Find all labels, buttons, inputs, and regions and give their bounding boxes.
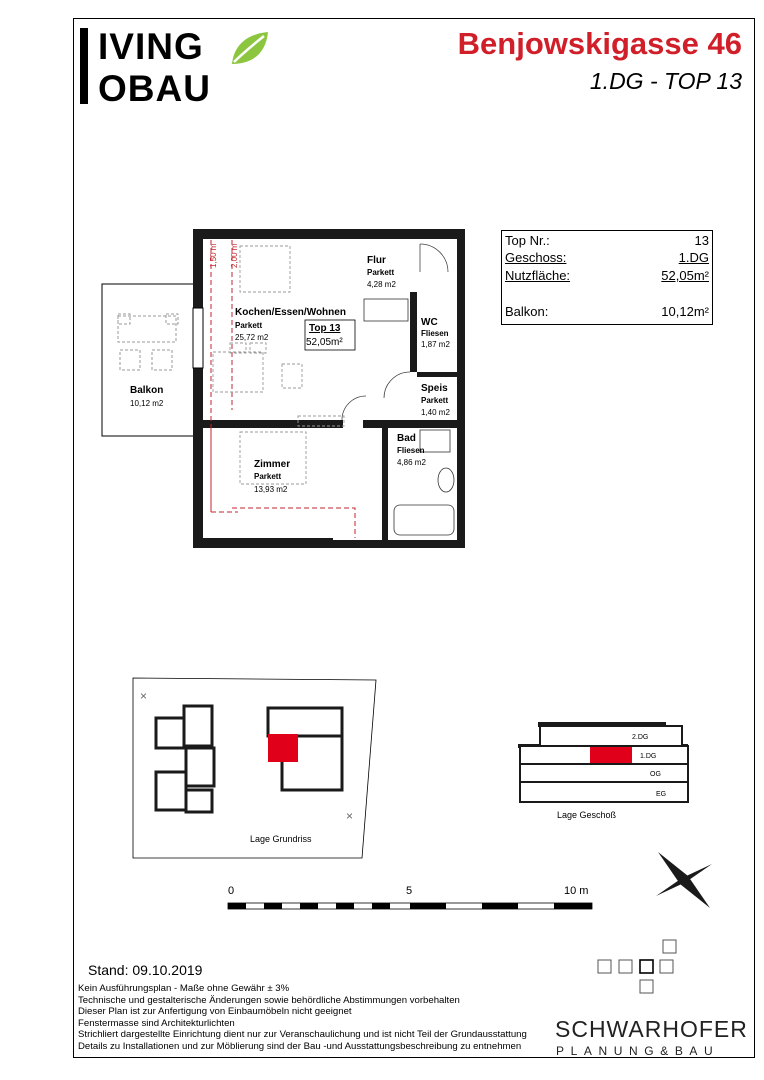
wc-area: 1,87 m2 <box>421 340 450 349</box>
section-diagram <box>518 722 688 820</box>
floor-1dg: 1.DG <box>640 753 657 760</box>
room-labels <box>130 255 448 470</box>
note-line: Technische und gestalterische Änderungen sowie behördliche Abstimmungen vorbehalten <box>78 994 460 1006</box>
top-label-area: 52,05m² <box>306 337 343 348</box>
wc-name: WC <box>421 317 438 328</box>
kochen-area: 25,72 m2 <box>235 333 269 342</box>
brand-tagline: PLANUNG&BAU <box>556 1044 720 1058</box>
kochen-floor: Parkett <box>235 321 263 330</box>
stand-date: Stand: 09.10.2019 <box>88 962 203 978</box>
floor-2dg: 2.DG <box>632 734 649 741</box>
bad-floor: Fliesen <box>397 446 425 455</box>
flur-floor: Parkett <box>367 268 395 277</box>
note-line: Strichliert dargestellte Einrichtung dient nur zur Veranschaulichung und ist nicht Teil der Grundausstattung <box>78 1029 527 1040</box>
info-label: Nutzfläche: <box>505 268 571 283</box>
zimmer-area: 13,93 m2 <box>254 485 288 494</box>
info-value: 10,12m² <box>661 304 709 319</box>
logo-line1: IVING <box>98 26 204 67</box>
note-line: Fenstermasse sind Architekturlichten <box>78 1017 235 1029</box>
scale-label-10: 10 m <box>564 885 589 897</box>
zimmer-floor: Parkett <box>254 472 282 481</box>
brand-name: SCHWARHOFER <box>555 1016 748 1042</box>
info-value: 1.DG <box>678 250 709 265</box>
scale-bar <box>228 885 592 909</box>
dim-label-2: 2,00 m <box>230 243 239 268</box>
balcony-furniture <box>118 314 178 370</box>
speis-name: Speis <box>421 383 448 394</box>
unit-highlight-section <box>590 747 632 763</box>
kitchen-counter <box>364 299 408 321</box>
note-line: Kein Ausführungsplan - Maße ohne Gewähr ± 3% <box>78 983 290 994</box>
dim-label-1: 1,50 m <box>209 243 218 268</box>
flur-area: 4,28 m2 <box>367 280 396 289</box>
unit-subtitle: 1.DG - TOP 13 <box>589 68 742 94</box>
flur-name: Flur <box>367 255 386 266</box>
note-line: Details zu Installationen und zur Möblierung sind der Bau -und Ausstattungsbeschreibung zu entnehmen <box>78 1040 522 1052</box>
svg-text:×: × <box>346 809 354 823</box>
schwarhofer-logo-squares <box>598 940 676 993</box>
site-plan <box>133 678 376 858</box>
info-value: 52,05m² <box>661 268 709 283</box>
bad-name: Bad <box>397 433 416 444</box>
unit-highlight-site <box>268 734 298 762</box>
disclaimer-notes <box>78 983 527 1052</box>
speis-floor: Parkett <box>421 396 449 405</box>
floor-eg: EG <box>656 791 667 798</box>
scale-label-0: 0 <box>228 885 235 897</box>
top-label-name: Top 13 <box>309 323 341 334</box>
floor-og: OG <box>650 771 661 778</box>
info-label: Top Nr.: <box>505 233 550 248</box>
logo-line2: OBAU <box>98 68 211 109</box>
bad-area: 4,86 m2 <box>397 458 426 467</box>
site-plan-label: Lage Grundriss <box>250 834 312 844</box>
bathtub <box>394 505 454 535</box>
note-line: Dieser Plan ist zur Anfertigung von Einbaumöbeln nicht geeignet <box>78 1006 352 1017</box>
info-value: 13 <box>694 233 709 248</box>
balcony-outline <box>102 284 194 436</box>
zimmer-name: Zimmer <box>254 459 291 470</box>
svg-text:×: × <box>140 689 148 703</box>
balcony-door <box>193 308 203 368</box>
scale-label-5: 5 <box>406 885 413 897</box>
balkon-name: Balkon <box>130 385 164 396</box>
info-label: Balkon: <box>505 304 549 319</box>
section-label: Lage Geschoß <box>557 810 617 820</box>
project-title: Benjowskigasse 46 <box>457 26 742 61</box>
balkon-area: 10,12 m2 <box>130 399 164 408</box>
toilet <box>438 468 454 492</box>
north-arrow-icon <box>656 852 712 908</box>
kochen-name: Kochen/Essen/Wohnen <box>235 307 346 318</box>
speis-area: 1,40 m2 <box>421 408 450 417</box>
wc-floor: Fliesen <box>421 329 449 338</box>
info-label: Geschoss: <box>505 250 567 265</box>
